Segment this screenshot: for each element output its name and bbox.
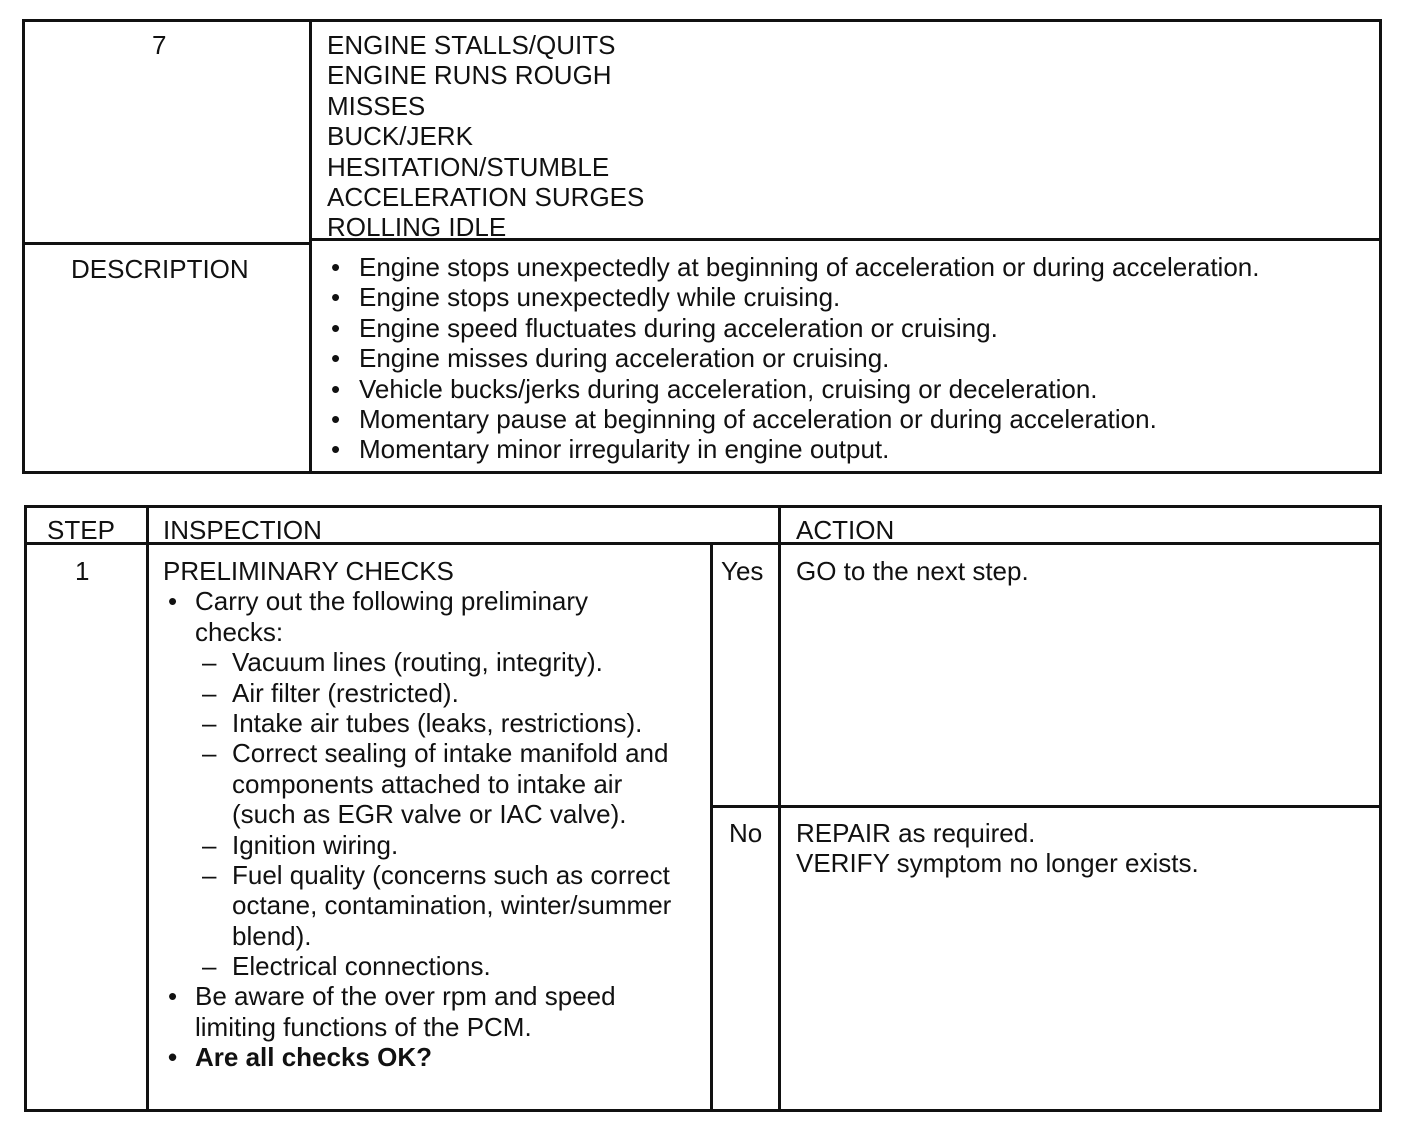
no-action <box>796 818 1199 879</box>
list-item <box>163 981 616 1012</box>
steps-table-step-divider <box>146 505 149 1112</box>
list-item <box>163 586 589 617</box>
list-item <box>327 313 1259 343</box>
symptom-title: ENGINE RUNS ROUGH <box>327 60 612 91</box>
symptom-title: ACCELERATION SURGES <box>327 181 645 212</box>
list-item <box>327 434 1259 464</box>
header-step: STEP <box>47 515 115 545</box>
symptom-title: BUCK/JERK <box>327 121 473 152</box>
inspection-line: Ignition wiring. <box>232 829 399 860</box>
yes-label: Yes <box>721 556 764 586</box>
description-item: Engine stops unexpectedly while cruising. <box>359 282 841 313</box>
list-item <box>163 859 670 890</box>
inspection-line: Fuel quality (concerns such as correct <box>232 859 670 890</box>
symptom-title: MISSES <box>327 90 426 121</box>
dash-icon: – <box>202 738 217 769</box>
inspection-line: Air filter (restricted). <box>232 677 459 708</box>
inspection-line: blend). <box>232 920 312 951</box>
description-item: Momentary pause at beginning of acceleration or during acceleration. <box>359 403 1157 434</box>
inspection-heading: PRELIMINARY CHECKS <box>163 556 454 586</box>
symptom-title: HESITATION/STUMBLE <box>327 151 610 182</box>
list-item <box>327 374 1259 404</box>
list-item <box>327 282 1259 312</box>
description-item: Engine misses during acceleration or cruising. <box>359 343 890 374</box>
bullet-icon: • <box>168 1042 178 1073</box>
list-item <box>163 890 672 921</box>
inspection-line: Correct sealing of intake manifold and <box>232 738 669 769</box>
description-item: Momentary minor irregularity in engine output. <box>359 434 890 465</box>
list-item <box>163 617 454 647</box>
inspection-line: Electrical connections. <box>232 951 491 982</box>
steps-table-yes-no-divider <box>710 805 1382 808</box>
bullet-icon: • <box>331 252 341 282</box>
bullet-icon: • <box>168 981 178 1012</box>
bullet-icon: • <box>331 312 341 343</box>
description-list <box>327 252 1259 465</box>
list-item <box>163 1011 532 1042</box>
dash-icon: – <box>202 647 217 678</box>
list-item <box>163 647 603 678</box>
yes-action: GO to the next step. <box>796 556 1029 586</box>
list-item <box>163 768 623 799</box>
dash-icon: – <box>202 859 217 890</box>
list-item <box>163 951 491 982</box>
description-item: Engine stops unexpectedly at beginning of acceleration or during acceleration. <box>359 252 1260 282</box>
no-label: No <box>729 818 763 848</box>
no-action-line: VERIFY symptom no longer exists. <box>796 848 1199 879</box>
list-item <box>163 738 669 769</box>
list-item <box>163 921 454 951</box>
no-action-line: REPAIR as required. <box>796 818 1036 848</box>
inspection-line: limiting functions of the PCM. <box>195 1011 532 1042</box>
inspection-line: octane, contamination, winter/summer <box>232 890 672 921</box>
bullet-icon: • <box>331 373 341 404</box>
bullet-icon: • <box>331 434 341 465</box>
symptom-title: ROLLING IDLE <box>327 212 507 243</box>
steps-table-inspection-divider <box>710 542 713 1112</box>
bullet-icon: • <box>168 586 178 617</box>
bullet-icon: • <box>331 403 341 434</box>
description-item: Vehicle bucks/jerks during acceleration, cruising or deceleration. <box>359 373 1098 404</box>
bullet-icon: • <box>331 282 341 313</box>
inspection-line: (such as EGR valve or IAC valve). <box>232 799 627 830</box>
dash-icon: – <box>202 951 217 982</box>
symptom-title: ENGINE STALLS/QUITS <box>327 30 616 60</box>
inspection-line: checks: <box>195 616 284 647</box>
inspection-line: Carry out the following preliminary <box>195 586 589 617</box>
bullet-icon: • <box>331 343 341 374</box>
inspection-line: components attached to intake air <box>232 768 623 799</box>
list-item <box>163 677 459 708</box>
list-item <box>163 799 627 830</box>
symptom-table-row-divider-left <box>22 242 312 245</box>
symptom-title-list <box>327 30 644 243</box>
list-item <box>327 343 1259 373</box>
symptom-table-column-divider <box>309 19 312 474</box>
dash-icon: – <box>202 707 217 738</box>
inspection-line: Vacuum lines (routing, integrity). <box>232 647 603 678</box>
description-label: DESCRIPTION <box>71 254 249 284</box>
list-item <box>163 707 643 738</box>
description-item: Engine speed fluctuates during acceleration or cruising. <box>359 312 998 343</box>
list-item <box>327 404 1259 434</box>
inspection-line: Be aware of the over rpm and speed <box>195 981 616 1012</box>
list-item <box>327 252 1259 282</box>
steps-table-action-divider <box>778 505 781 1112</box>
inspection-line: Intake air tubes (leaks, restrictions). <box>232 707 643 738</box>
inspection-cell <box>163 556 672 1073</box>
header-inspection: INSPECTION <box>163 515 322 545</box>
dash-icon: – <box>202 829 217 860</box>
header-action: ACTION <box>796 515 895 545</box>
list-item <box>163 1042 454 1072</box>
symptom-number: 7 <box>152 30 167 60</box>
inspection-question: Are all checks OK? <box>195 1042 432 1073</box>
list-item <box>163 830 454 860</box>
step-number: 1 <box>75 556 90 586</box>
dash-icon: – <box>202 677 217 708</box>
